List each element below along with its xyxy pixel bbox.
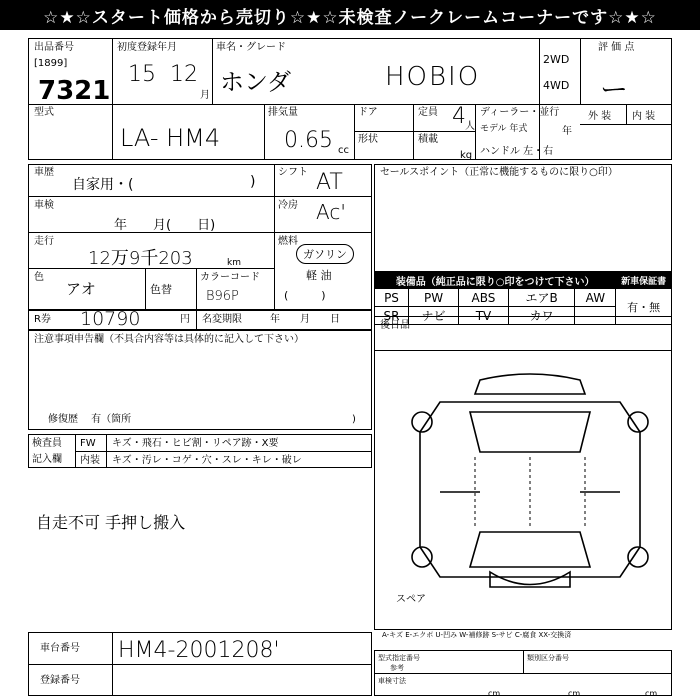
color-value: アオ [66, 280, 96, 298]
displacement-label: 排気量 [268, 107, 298, 118]
score-label: 評 価 点 [598, 42, 635, 53]
color-code: B96P [206, 289, 239, 304]
transfer-label: 名変期限 [202, 314, 242, 325]
score: ー [600, 73, 629, 106]
year-unit: 年 [562, 126, 572, 137]
reg-year: 15 [128, 62, 156, 87]
equip-pw: PW [408, 289, 458, 307]
equip-navi: ナビ [408, 307, 458, 325]
cm-1: cm [488, 689, 501, 698]
legend: A-キズ E-エクボ U-凹み W-補修跡 S-サビ C-腐食 XX-交換済 [382, 631, 572, 639]
equip-sr: SR [375, 307, 409, 325]
later-label: 後日品 [380, 320, 410, 331]
reg-number-label: 登録番号 [40, 675, 80, 686]
r-label: R券 [34, 314, 51, 325]
spare-label: スペア [396, 594, 426, 605]
km: km [227, 258, 241, 268]
fuel-gas: ガソリン [296, 244, 354, 264]
capacity-label: 定員 [418, 107, 438, 118]
equip-leather: カワ [508, 307, 575, 325]
equip-abs: ABS [459, 289, 509, 307]
ref-label-1: 参考 [390, 664, 404, 672]
load-label: 積載 [418, 134, 438, 145]
mileage-value: 12万9千203 [88, 248, 193, 269]
yen: 円 [180, 314, 190, 325]
shift-label: シフト [278, 167, 308, 178]
sales-point-label: セールスポイント（正常に機能するものに限り○印） [380, 167, 618, 178]
type-label: 型式 [34, 107, 54, 118]
lot-label: 出品番号 [34, 42, 74, 53]
equip-aw: AW [575, 289, 616, 307]
shift-value: AT [316, 170, 343, 195]
equip-tv: TV [459, 307, 509, 325]
kg: kg [460, 150, 473, 161]
color-change-label: 色替 [150, 283, 172, 296]
equipment-header: 装備品（純正品に限り○印をつけて下さい） [375, 273, 616, 289]
frame-label: 車検寸法 [378, 677, 406, 685]
handwritten-note: 自走不可 手押し搬入 [36, 513, 186, 532]
fuel-label: 燃料 [278, 236, 298, 247]
type-value: LA- HM4 [120, 124, 221, 152]
drive-2wd: 2WD [543, 53, 570, 66]
fuel-blank: ( ) [284, 289, 326, 302]
new-car-label: 新車保証書 [616, 273, 672, 289]
door-label: ドア [358, 107, 378, 118]
notes-label: 注意事項申告欄（不具合内容等は具体的に記入して下さい） [34, 334, 304, 345]
handle-label: ハンドル 左・右 [480, 146, 554, 157]
capacity: 4 [452, 104, 466, 129]
maker-label: 車名・グレード [216, 42, 286, 53]
car-diagram [410, 372, 650, 602]
aircon-value: Ac' [316, 200, 346, 224]
cc: cc [338, 145, 349, 156]
exterior-label: 外 装 [588, 111, 612, 122]
class-label: 類別区分番号 [527, 654, 569, 662]
inspector-inner-text: キズ・汚レ・コゲ・穴・スレ・キレ・破レ [112, 455, 302, 466]
model-name: HOBIO [385, 62, 481, 92]
model-year-label: モデル 年式 [480, 124, 528, 134]
r-value: 10790 [80, 308, 141, 330]
lot-sub: [1899] [34, 58, 68, 69]
cm-3: cm [645, 689, 658, 698]
banner: ☆★☆スタート価格から売切り☆★☆未検査ノークレームコーナーです☆★☆ [0, 0, 700, 30]
repair-close: ) [352, 414, 356, 425]
interior-label: 内 装 [632, 111, 656, 122]
dealer-label: ディーラー・並行 [480, 107, 560, 118]
chassis-label: 車台番号 [40, 643, 80, 654]
form-label: 型式指定番号 [378, 654, 420, 662]
drive-4wd: 4WD [543, 79, 570, 92]
fuel-diesel: 軽 油 [306, 269, 332, 282]
reg-month: 12 [170, 62, 198, 87]
mileage-label: 走行 [34, 236, 54, 247]
equip-ps: PS [375, 289, 409, 307]
chassis-value: HM4-2001208' [118, 638, 280, 663]
inspection-value: 年 月( 日) [114, 218, 216, 233]
cm-2: cm [568, 689, 581, 698]
new-car-value: 有・無 [616, 289, 672, 325]
reg-year-label: 初度登録年月 [117, 42, 177, 53]
inspector-inner: 内装 [80, 455, 100, 466]
displacement: 0.65 [284, 128, 333, 153]
lot-number: 7321 [38, 76, 111, 106]
color-label: 色 [34, 272, 44, 283]
maker: ホンダ [220, 68, 292, 96]
inspector-label-2: 記入欄 [32, 454, 62, 465]
inspection-label: 車検 [34, 200, 54, 211]
inspector-label-1: 検査員 [32, 438, 62, 449]
history-value: 自家用・( [72, 177, 134, 193]
color-code-label: カラーコード [200, 272, 260, 283]
history-close: ) [250, 174, 256, 190]
transfer-date: 年 月 日 [270, 314, 340, 325]
repair-label: 修復歴 有（箇所 [48, 414, 132, 425]
reg-month-unit: 月 [200, 90, 210, 101]
shape-label: 形状 [358, 134, 378, 145]
history-label: 車歴 [34, 167, 54, 178]
capacity-unit: 人 [465, 121, 475, 132]
inspector-fw: FW [80, 438, 96, 449]
aircon-label: 冷房 [278, 200, 298, 211]
equip-airbag: エアB [508, 289, 575, 307]
inspector-fw-text: キズ・飛石・ヒビ割・リペア跡・X要 [112, 438, 279, 449]
sales-point-box [374, 164, 672, 272]
